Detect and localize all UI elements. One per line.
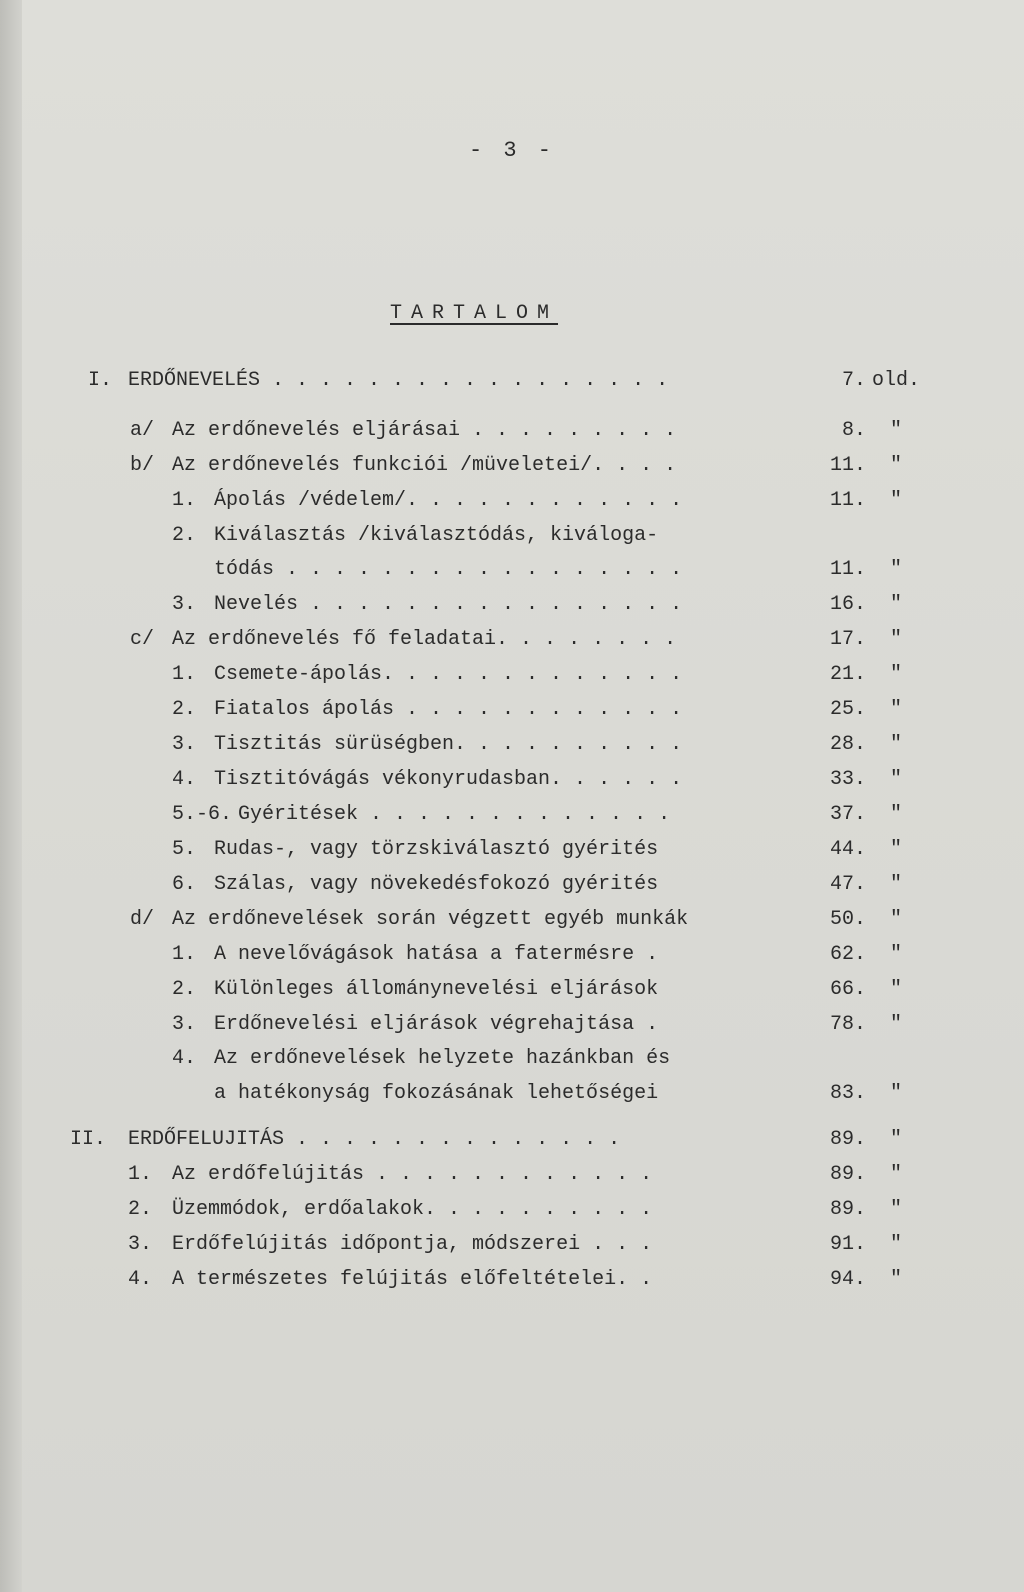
toc-entry-number: d/ xyxy=(130,908,155,931)
toc-entry-title: A nevelővágások hatása a fatermésre . xyxy=(214,943,659,966)
toc-entry-title: Az erdőnevelés fő feladatai. . . . . . . . xyxy=(172,628,677,651)
toc-row xyxy=(0,1265,1024,1295)
toc-entry-page: 37. xyxy=(829,803,866,826)
toc-entry-page-suffix: " xyxy=(890,908,903,931)
toc-entry-number: b/ xyxy=(130,454,155,477)
toc-entry-title: Az erdőnevelés eljárásai . . . . . . . . . xyxy=(172,419,677,442)
toc-entry-title: Rudas-, vagy törzskiválasztó gyérités xyxy=(214,838,659,861)
toc-entry-number: 1. xyxy=(172,663,197,686)
toc-entry-title: ERDŐFELUJITÁS . . . . . . . . . . . . . . xyxy=(128,1128,621,1151)
toc-row xyxy=(0,1160,1024,1190)
toc-entry-page-suffix: " xyxy=(890,943,903,966)
toc-row xyxy=(0,975,1024,1005)
toc-entry-page: 7. xyxy=(841,369,866,392)
toc-entry-title: Az erdőnevelések helyzete hazánkban és xyxy=(214,1047,671,1070)
toc-row xyxy=(0,660,1024,690)
toc-entry-number: 1. xyxy=(172,943,197,966)
toc-entry-page: 17. xyxy=(829,628,866,651)
toc-row xyxy=(0,555,1024,585)
toc-entry-page: 89. xyxy=(829,1163,866,1186)
toc-entry-number: c/ xyxy=(130,628,155,651)
toc-row xyxy=(0,730,1024,760)
toc-entry-page: 44. xyxy=(829,838,866,861)
toc-entry-page-suffix: old. xyxy=(872,369,921,392)
toc-entry-title: Az erdőnevelés funkciói /müveletei/. . . . xyxy=(172,454,677,477)
toc-row xyxy=(0,1195,1024,1225)
toc-entry-title: tódás . . . . . . . . . . . . . . . . . xyxy=(214,558,683,581)
toc-entry-title: ERDŐNEVELÉS . . . . . . . . . . . . . . . . . xyxy=(128,369,669,392)
toc-row xyxy=(0,870,1024,900)
toc-entry-title: Fiatalos ápolás . . . . . . . . . . . . xyxy=(214,698,683,721)
toc-entry-number: 2. xyxy=(172,978,197,1001)
toc-row xyxy=(0,835,1024,865)
toc-entry-number: 2. xyxy=(172,524,197,547)
toc-entry-number: 6. xyxy=(172,873,197,896)
toc-row xyxy=(0,521,1024,551)
toc-entry-page-suffix: " xyxy=(890,593,903,616)
toc-entry-page-suffix: " xyxy=(890,1233,903,1256)
toc-entry-page: 33. xyxy=(829,768,866,791)
toc-row xyxy=(0,905,1024,935)
toc-row xyxy=(0,416,1024,446)
toc-entry-page-suffix: " xyxy=(890,838,903,861)
toc-entry-page: 91. xyxy=(829,1233,866,1256)
toc-entry-page-suffix: " xyxy=(890,558,903,581)
toc-entry-page-suffix: " xyxy=(890,454,903,477)
toc-row xyxy=(0,1230,1024,1260)
toc-row xyxy=(0,590,1024,620)
toc-row xyxy=(0,1044,1024,1074)
toc-entry-number: 4. xyxy=(172,768,197,791)
toc-entry-page-suffix: " xyxy=(890,1013,903,1036)
toc-row xyxy=(0,695,1024,725)
toc-entry-number: 3. xyxy=(172,593,197,616)
toc-entry-number: 3. xyxy=(128,1233,153,1256)
toc-entry-number: 1. xyxy=(172,489,197,512)
toc-entry-number: 1. xyxy=(128,1163,153,1186)
toc-entry-page-suffix: " xyxy=(890,803,903,826)
toc-entry-page: 89. xyxy=(829,1128,866,1151)
toc-entry-page: 94. xyxy=(829,1268,866,1291)
toc-entry-title: A természetes felújitás előfeltételei. . xyxy=(172,1268,653,1291)
toc-entry-title: Szálas, vagy növekedésfokozó gyérités xyxy=(214,873,659,896)
toc-entry-page-suffix: " xyxy=(890,489,903,512)
toc-row xyxy=(0,486,1024,516)
toc-row xyxy=(0,800,1024,830)
toc-entry-number: 5. xyxy=(172,838,197,861)
toc-entry-page-suffix: " xyxy=(890,768,903,791)
toc-entry-page-suffix: " xyxy=(890,1163,903,1186)
toc-entry-page-suffix: " xyxy=(890,873,903,896)
toc-row xyxy=(0,1079,1024,1109)
toc-entry-number: 2. xyxy=(172,698,197,721)
toc-row xyxy=(0,366,1024,396)
toc-entry-number: II. xyxy=(70,1128,107,1151)
toc-entry-number: I. xyxy=(88,369,113,392)
toc-entry-page: 66. xyxy=(829,978,866,1001)
toc-entry-page: 62. xyxy=(829,943,866,966)
toc-entry-page: 83. xyxy=(829,1082,866,1105)
toc-entry-number: 2. xyxy=(128,1198,153,1221)
toc-entry-number: 3. xyxy=(172,1013,197,1036)
toc-entry-title: a hatékonyság fokozásának lehetőségei xyxy=(214,1082,659,1105)
toc-entry-page-suffix: " xyxy=(890,978,903,1001)
toc-row xyxy=(0,1010,1024,1040)
toc-entry-title: Csemete-ápolás. . . . . . . . . . . . . xyxy=(214,663,683,686)
toc-entry-page: 16. xyxy=(829,593,866,616)
toc-entry-title: Ápolás /védelem/. . . . . . . . . . . . xyxy=(214,489,683,512)
toc-entry-page-suffix: " xyxy=(890,628,903,651)
toc-entry-title: Erdőfelújitás időpontja, módszerei . . . xyxy=(172,1233,653,1256)
toc-entry-page-suffix: " xyxy=(890,733,903,756)
toc-entry-page: 47. xyxy=(829,873,866,896)
toc-entry-page: 11. xyxy=(829,489,866,512)
toc-row xyxy=(0,625,1024,655)
toc-entry-page-suffix: " xyxy=(890,698,903,721)
toc-entry-title: Az erdőnevelések során végzett egyéb munkák xyxy=(172,908,689,931)
toc-title: TARTALOM xyxy=(390,302,559,325)
toc-entry-page: 89. xyxy=(829,1198,866,1221)
toc-entry-page: 8. xyxy=(841,419,866,442)
toc-row xyxy=(0,1125,1024,1155)
toc-entry-page: 28. xyxy=(829,733,866,756)
toc-entry-page: 78. xyxy=(829,1013,866,1036)
toc-entry-title: Tisztitóvágás vékonyrudasban. . . . . . xyxy=(214,768,683,791)
toc-entry-page: 11. xyxy=(829,558,866,581)
toc-entry-page: 50. xyxy=(829,908,866,931)
page-number: - 3 - xyxy=(468,138,555,163)
toc-entry-number: 4. xyxy=(128,1268,153,1291)
toc-entry-page: 25. xyxy=(829,698,866,721)
toc-entry-title: Kiválasztás /kiválasztódás, kiváloga- xyxy=(214,524,659,547)
toc-entry-page: 21. xyxy=(829,663,866,686)
toc-entry-title: Különleges állománynevelési eljárások xyxy=(214,978,659,1001)
toc-entry-page-suffix: " xyxy=(890,1268,903,1291)
toc-row xyxy=(0,940,1024,970)
toc-entry-title: Nevelés . . . . . . . . . . . . . . . . xyxy=(214,593,683,616)
toc-entry-page-suffix: " xyxy=(890,663,903,686)
toc-entry-title: Az erdőfelújitás . . . . . . . . . . . . xyxy=(172,1163,653,1186)
page-edge-shadow xyxy=(0,0,22,1592)
toc-row xyxy=(0,451,1024,481)
toc-entry-page-suffix: " xyxy=(890,1082,903,1105)
toc-entry-page-suffix: " xyxy=(890,1128,903,1151)
toc-entry-number: a/ xyxy=(130,419,155,442)
toc-entry-number: 4. xyxy=(172,1047,197,1070)
toc-entry-page-suffix: " xyxy=(890,1198,903,1221)
toc-entry-title: Erdőnevelési eljárások végrehajtása . xyxy=(214,1013,659,1036)
toc-entry-page: 11. xyxy=(829,454,866,477)
toc-entry-number: 5.-6. xyxy=(172,803,233,826)
toc-entry-page-suffix: " xyxy=(890,419,903,442)
toc-entry-title: Tisztitás sürüségben. . . . . . . . . . xyxy=(214,733,683,756)
toc-row xyxy=(0,765,1024,795)
toc-entry-number: 3. xyxy=(172,733,197,756)
toc-entry-title: Gyéritések . . . . . . . . . . . . . xyxy=(238,803,671,826)
toc-entry-title: Üzemmódok, erdőalakok. . . . . . . . . . xyxy=(172,1198,653,1221)
